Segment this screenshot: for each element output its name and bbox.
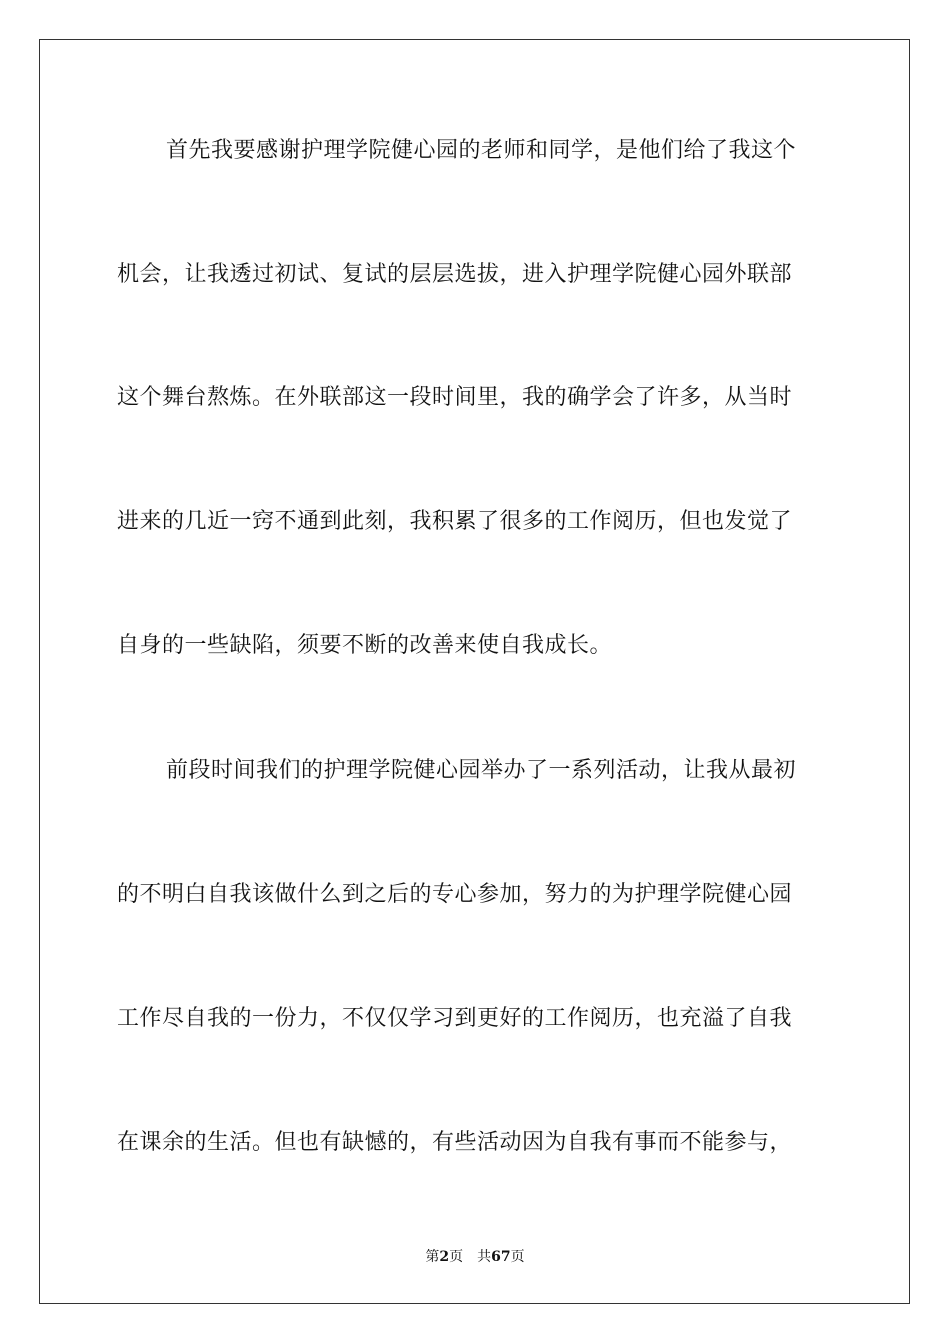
- page-suffix: 页: [449, 1249, 464, 1265]
- total-pages: 67: [491, 1249, 511, 1265]
- paragraph-2-line-4: 在课余的生活。但也有缺憾的，有些活动因为自我有事而不能参与，: [117, 1130, 793, 1155]
- total-suffix: 页: [510, 1249, 525, 1265]
- paragraph-2-line-2: 的不明白自我该做什么到之后的专心参加，努力的为护理学院健心园: [117, 882, 793, 907]
- paragraph-2-line-1: 前段时间我们的护理学院健心园举办了一系列活动，让我从最初: [166, 758, 797, 783]
- paragraph-1-line-4: 进来的几近一窍不通到此刻，我积累了很多的工作阅历，但也发觉了: [117, 509, 793, 534]
- total-prefix: 共: [477, 1249, 492, 1265]
- paragraph-1-line-3: 这个舞台熬炼。在外联部这一段时间里，我的确学会了许多，从当时: [117, 385, 793, 410]
- page-prefix: 第: [425, 1249, 440, 1265]
- paragraph-2-line-3: 工作尽自我的一份力，不仅仅学习到更好的工作阅历，也充溢了自我: [117, 1006, 793, 1031]
- paragraph-1-line-2: 机会，让我透过初试、复试的层层选拔，进入护理学院健心园外联部: [117, 262, 793, 287]
- page-border: [39, 39, 910, 1304]
- paragraph-1-line-1: 首先我要感谢护理学院健心园的老师和同学，是他们给了我这个: [166, 138, 797, 163]
- page-footer: [0, 1248, 950, 1266]
- page-number: 2: [439, 1249, 450, 1265]
- paragraph-1-line-5: 自身的一些缺陷，须要不断的改善来使自我成长。: [117, 633, 613, 658]
